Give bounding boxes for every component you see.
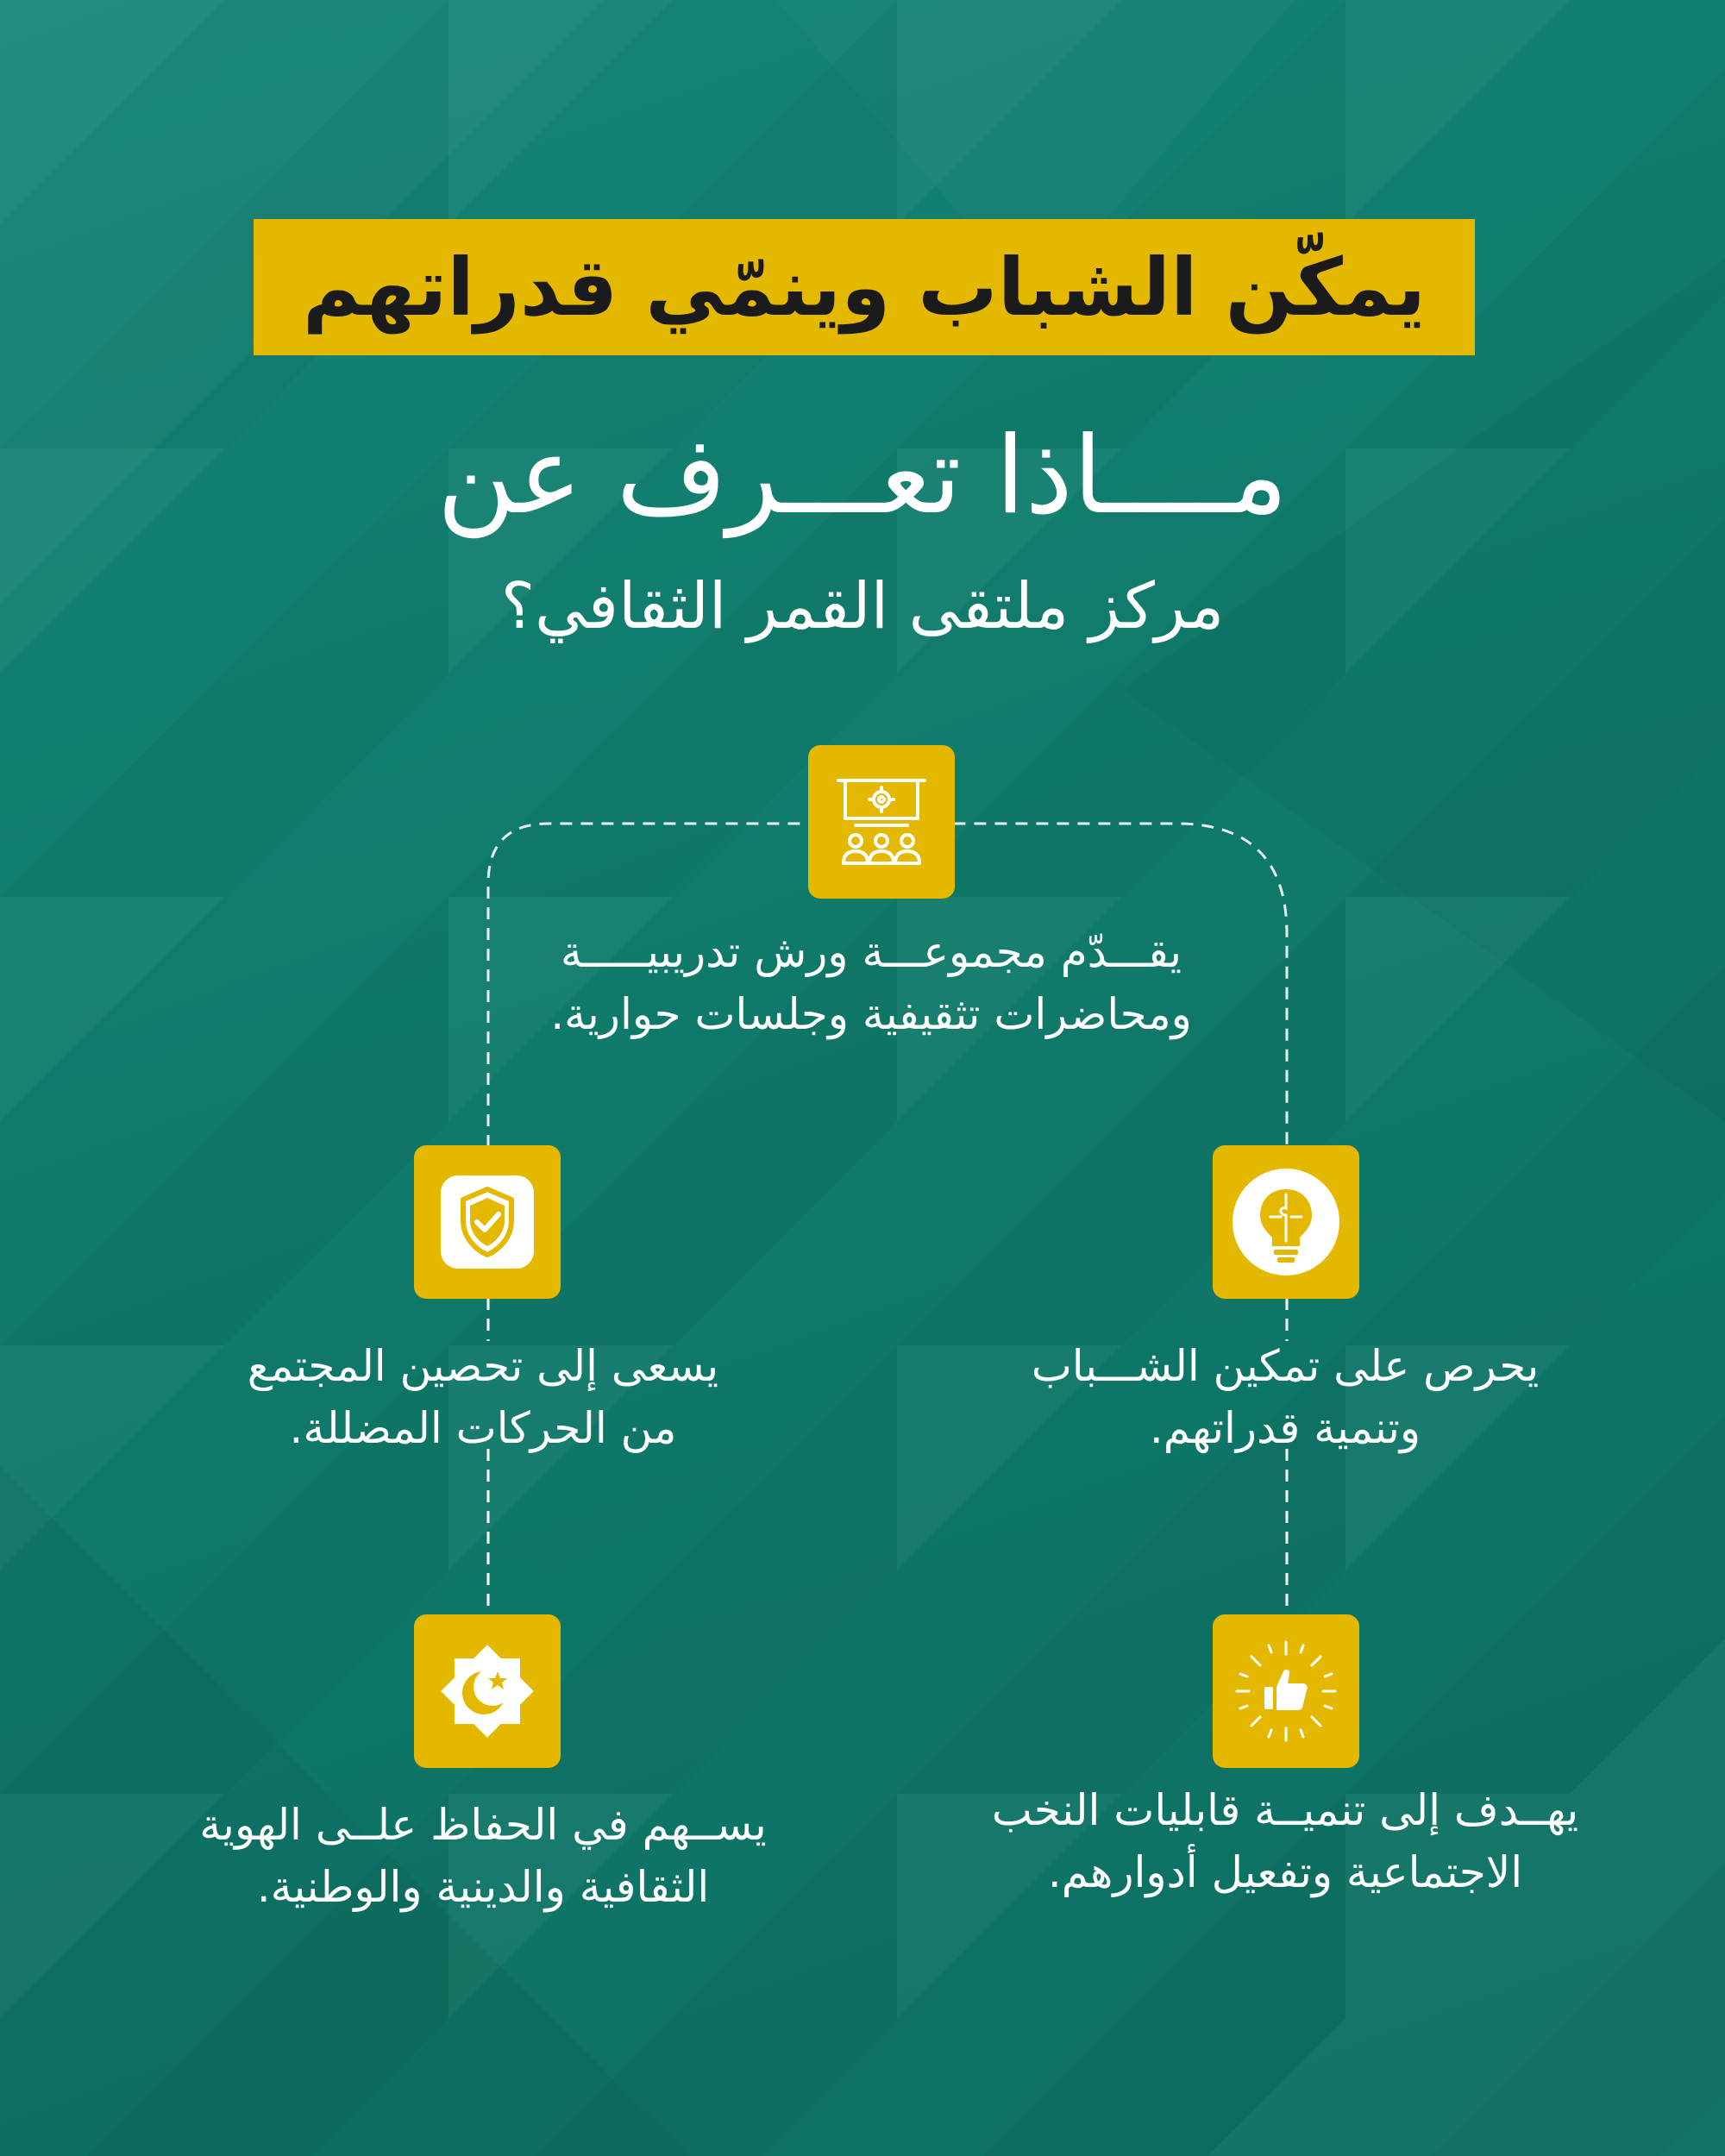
protection-box [414, 1145, 561, 1299]
feature-identity-text [129, 1794, 837, 1918]
feature-talent-text [914, 1779, 1656, 1903]
feature-identity-line2: الثقافية والدينية والوطنية. [256, 1862, 710, 1912]
talent-box [1213, 1614, 1359, 1768]
training-presentation-icon [830, 770, 933, 874]
crescent-star-icon [431, 1635, 543, 1747]
training-box [808, 745, 955, 899]
thumbs-up-burst-icon [1230, 1635, 1342, 1747]
feature-protect-line1: يسعى إلى تحصين المجتمع [247, 1341, 719, 1391]
lightbulb-puzzle-icon [1231, 1167, 1341, 1277]
feature-training-line1: يقـــدّم مجموعـــة ورش تدريبيـــــة [560, 927, 1182, 977]
feature-training-line2: ومحاضرات تثقيفية وجلسات حوارية. [550, 989, 1192, 1039]
feature-protect-text [172, 1335, 794, 1459]
feature-empower-text [975, 1335, 1596, 1459]
empowerment-box [1213, 1145, 1359, 1299]
identity-box [414, 1614, 561, 1768]
feature-identity-line1: يســهم في الحفاظ علــى الهوية [199, 1800, 767, 1850]
headline-banner [254, 219, 1475, 355]
subtitle: مركز ملتقى القمر الثقافي؟ [500, 569, 1225, 643]
feature-empower-line2: وتنمية قدراتهم. [1149, 1403, 1421, 1453]
feature-empower-line1: يحرص على تمكين الشـــباب [1031, 1341, 1540, 1391]
shield-check-icon [436, 1170, 539, 1274]
main-title: مــــاذا تعـــرف عن [436, 414, 1289, 538]
feature-training-text [492, 921, 1251, 1045]
feature-protect-line2: من الحركات المضللة. [289, 1403, 677, 1453]
headline-text: يمكّن الشباب وينمّي قدراتهم [302, 241, 1427, 334]
feature-talent-line2: الاجتماعية وتفعيل أدوارهم. [1047, 1847, 1523, 1897]
feature-talent-line1: يهــدف إلى تنميــة قابليات النخب [991, 1785, 1579, 1835]
